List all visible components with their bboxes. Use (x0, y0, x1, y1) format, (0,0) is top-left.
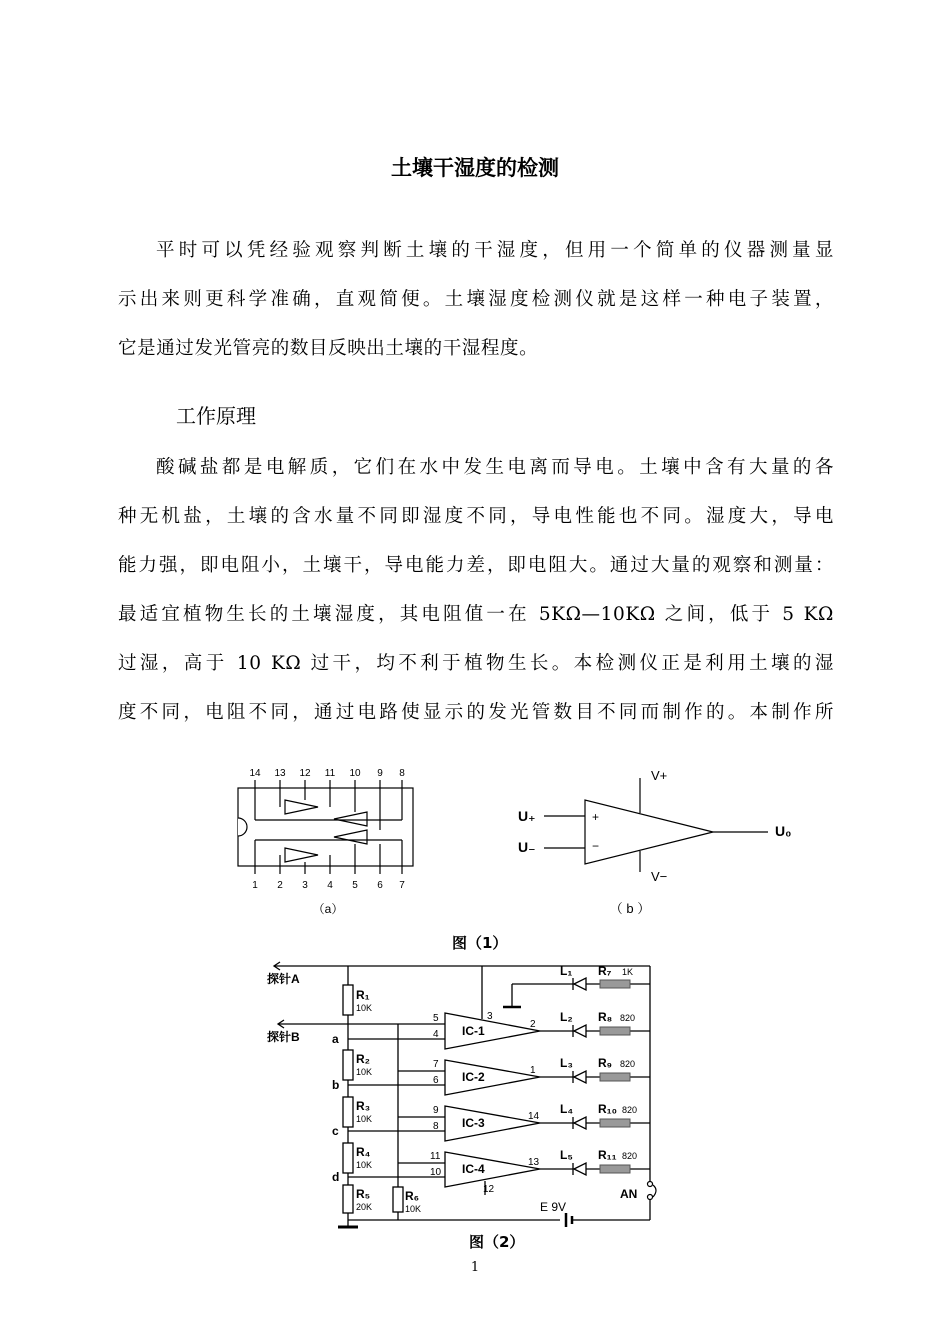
uout-label: U₀ (775, 823, 792, 839)
pin-label: 8 (433, 1121, 439, 1132)
figure-1-caption: 图（1） (452, 934, 508, 952)
node-label: b (332, 1078, 340, 1092)
comparator-triangle (334, 812, 367, 826)
led-label: L₂ (560, 1010, 573, 1024)
resistor-value: 10K (356, 1160, 373, 1170)
resistor-value: 820 (622, 1151, 638, 1161)
resistor-label: R₇ (598, 964, 612, 978)
principle-paragraph (118, 443, 834, 737)
ic-package-outline (238, 788, 413, 866)
vminus-label: V− (651, 869, 668, 884)
figure-1b-label: （ b ） (609, 901, 651, 916)
led-label: L₅ (560, 1148, 573, 1162)
pin-label: 8 (399, 768, 405, 779)
resistor-value: 10K (405, 1204, 422, 1214)
resistor-label: R₂ (356, 1052, 370, 1066)
pin-label: 5 (352, 880, 358, 891)
resistor-value: 820 (620, 1059, 636, 1069)
pin-label: 6 (377, 880, 383, 891)
pin-label: 1 (252, 880, 258, 891)
led-label: L₁ (560, 964, 573, 978)
principle-line: 最适宜植物生长的土壤湿度，其电阻值一在 5KΩ—10KΩ 之间，低于 5 KΩ (118, 604, 834, 625)
pin-label: 12 (299, 768, 311, 779)
plus-sign: + (592, 810, 600, 824)
pin-label: 1 (530, 1065, 536, 1076)
minus-sign: − (592, 839, 600, 853)
pin-label: 9 (433, 1105, 439, 1116)
pin-label: 4 (327, 880, 333, 891)
resistor-value: 820 (622, 1105, 638, 1115)
intro-line: 平时可以凭经验观察判断土壤的干湿度，但用一个简单的仪器测量显 (156, 240, 834, 261)
pin-label: 13 (528, 1157, 540, 1168)
resistor-value: 820 (620, 1013, 636, 1023)
uminus-label: U₋ (518, 839, 536, 855)
intro-paragraph (118, 226, 834, 373)
pin-label: 13 (274, 768, 286, 779)
resistor-label: R₃ (356, 1099, 371, 1113)
section-heading: 工作原理 (176, 404, 256, 428)
pin-label: 3 (302, 880, 308, 891)
principle-line: 度不同，电阻不同，通过电路使显示的发光管数目不同而制作的。本制作所 (118, 702, 834, 723)
pin-label: 11 (430, 1151, 441, 1162)
resistor-value: 1K (622, 967, 634, 977)
resistor-value: 10K (356, 1067, 373, 1077)
pin-label: 2 (530, 1019, 536, 1030)
ic-notch (238, 818, 247, 836)
comparator-triangle (285, 800, 318, 814)
figure-2-caption: 图（2） (469, 1233, 525, 1251)
pin-label: 14 (528, 1111, 540, 1122)
ic-label: IC-4 (462, 1162, 485, 1176)
intro-line: 它是通过发光管亮的数目反映出土壤的干湿程度。 (118, 338, 539, 359)
pin-label: 11 (324, 768, 336, 779)
figure-2 (0, 955, 950, 1235)
resistor-label: R₁ (356, 988, 370, 1002)
switch-label: AN (620, 1187, 638, 1201)
principle-line: 能力强，即电阻小，土壤干，导电能力差，即电阻大。通过大量的观察和测量： (118, 555, 834, 576)
intro-line: 示出来则更科学准确，直观简便。土壤湿度检测仪就是这样一种电子装置， (118, 289, 834, 310)
ic-label: IC-3 (462, 1116, 485, 1130)
pin-label: 7 (433, 1059, 439, 1070)
opamp-symbol (544, 778, 768, 872)
pin-label: 3 (487, 1011, 493, 1022)
probe-a-label: 探针A (267, 972, 300, 986)
pin-label: 10 (349, 768, 361, 779)
pin-label: 2 (277, 880, 283, 891)
pin-label: 9 (377, 768, 383, 779)
pin-label: 12 (483, 1184, 495, 1195)
figure-1 (0, 760, 950, 960)
pin-label: 14 (249, 768, 261, 779)
pin-label: 7 (399, 880, 405, 891)
resistor-label: R₁₁ (598, 1148, 617, 1162)
principle-line: 过湿，高于 10 KΩ 过干，均不利于植物生长。本检测仪正是利用土壤的湿 (118, 653, 834, 674)
resistor-label: R₁₀ (598, 1102, 618, 1116)
resistor-label: R₆ (405, 1189, 420, 1203)
resistor-label: R₉ (598, 1056, 613, 1070)
node-label: c (332, 1124, 339, 1138)
ic-label: IC-1 (462, 1024, 485, 1038)
pin-label: 5 (433, 1013, 439, 1024)
ic-label: IC-2 (462, 1070, 485, 1084)
battery-label: E 9V (540, 1200, 567, 1214)
pin-label: 10 (430, 1167, 442, 1178)
led-label: L₃ (560, 1056, 573, 1070)
resistor-value: 10K (356, 1003, 373, 1013)
page-number: 1 (470, 1260, 480, 1275)
resistor-label: R₅ (356, 1187, 371, 1201)
node-label: a (332, 1032, 339, 1046)
resistor-label: R₄ (356, 1145, 371, 1159)
page-title: 土壤干湿度的检测 (391, 156, 559, 180)
resistor-value: 20K (356, 1202, 373, 1212)
principle-line: 酸碱盐都是电解质，它们在水中发生电离而导电。土壤中含有大量的各 (156, 457, 834, 478)
vplus-label: V+ (651, 768, 668, 783)
comparator-triangle (285, 848, 318, 862)
resistor-label: R₈ (598, 1010, 613, 1024)
probe-b-label: 探针B (267, 1030, 300, 1044)
pin-label: 6 (433, 1075, 439, 1086)
principle-line: 种无机盐，土壤的含水量不同即湿度不同，导电性能也不同。湿度大，导电 (118, 506, 834, 527)
led-label: L₄ (560, 1102, 574, 1116)
pin-label: 4 (433, 1029, 439, 1040)
uplus-label: U₊ (518, 808, 536, 824)
resistor-value: 10K (356, 1114, 373, 1124)
figure-1a-label: （a） (312, 902, 344, 916)
comparator-triangle (334, 830, 367, 844)
node-label: d (332, 1170, 340, 1184)
